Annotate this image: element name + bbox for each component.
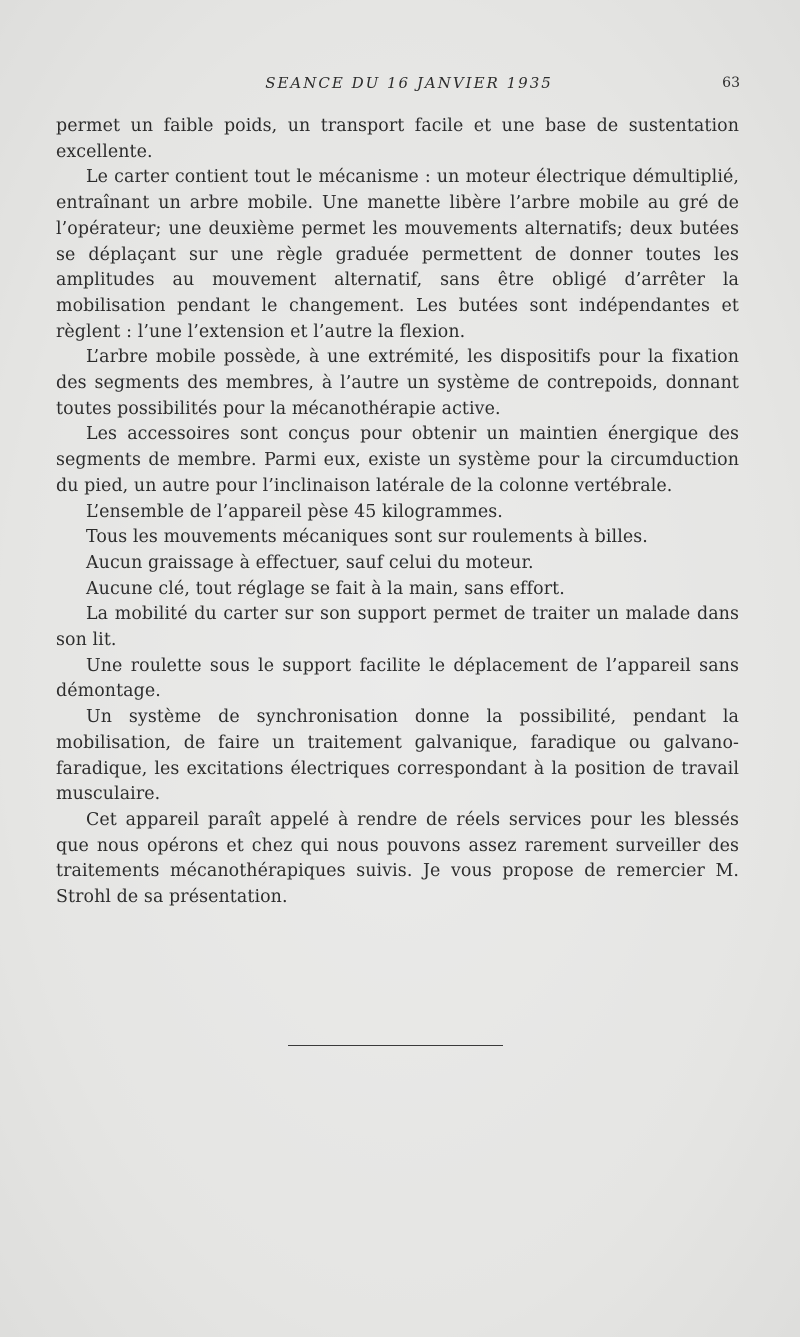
section-end-rule: [288, 1045, 503, 1046]
paragraph: L’ensemble de l’appareil pèse 45 kilogrammes.: [86, 501, 503, 522]
paragraph: permet un faible poids, un transport facile et une base de sustentation excellente.: [56, 116, 739, 162]
paragraph: Une roulette sous le support facilite le déplacement de l’appareil sans démontage.: [56, 655, 739, 702]
paragraph: La mobilité du carter sur son support permet de traiter un malade dans son lit.: [56, 604, 739, 651]
paragraph: Cet appareil paraît appelé à rendre de réels services pour les blessés que nous opérons et chez qui nous pouvons assez rarement surveiller des traitements mécanothérapiques suivis. Je vous propose de remercier M. Strohl de sa présentation.: [56, 809, 739, 908]
paragraph: Les accessoires sont conçus pour obtenir un maintien énergique des segments de membre. Parmi eux, existe un système pour la circumduction du pied, un autre pour l’inclinaison latérale de la colonne vertébrale.: [56, 424, 739, 496]
body-text: [56, 114, 739, 911]
paragraph: Aucune clé, tout réglage se fait à la main, sans effort.: [86, 578, 565, 599]
paragraph: Le carter contient tout le mécanisme : un moteur électrique démultiplié, entraînant un arbre mobile. Une manette libère l’arbre mobile au gré de l’opérateur; une deuxième permet les mouvements alternatifs; deux butées se déplaçant sur une règle graduée permettent de donner toutes les amplitudes au mouvement alternatif, sans être obligé d’arrêter la mobilisation pendant le changement. Les butées sont indépendantes et règlent : l’une l’extension et l’autre la flexion.: [56, 167, 739, 342]
page-number: 63: [722, 75, 740, 91]
paragraph: Aucun graissage à effectuer, sauf celui du moteur.: [86, 552, 534, 573]
paragraph: Un système de synchronisation donne la possibilité, pendant la mobilisation, de faire un traitement galvanique, faradique ou galvano-faradique, les excitations électriques correspondant à la position de travail musculaire.: [56, 707, 739, 805]
running-header: [56, 72, 742, 94]
paragraph: Tous les mouvements mécaniques sont sur roulements à billes.: [86, 527, 648, 548]
running-title: SEANCE DU 16 JANVIER 1935: [265, 74, 553, 92]
paragraph: L’arbre mobile possède, à une extrémité, les dispositifs pour la fixation des segments des membres, à l’autre un système de contrepoids, donnant toutes possibilités pour la mécanothérapie active.: [56, 347, 739, 419]
